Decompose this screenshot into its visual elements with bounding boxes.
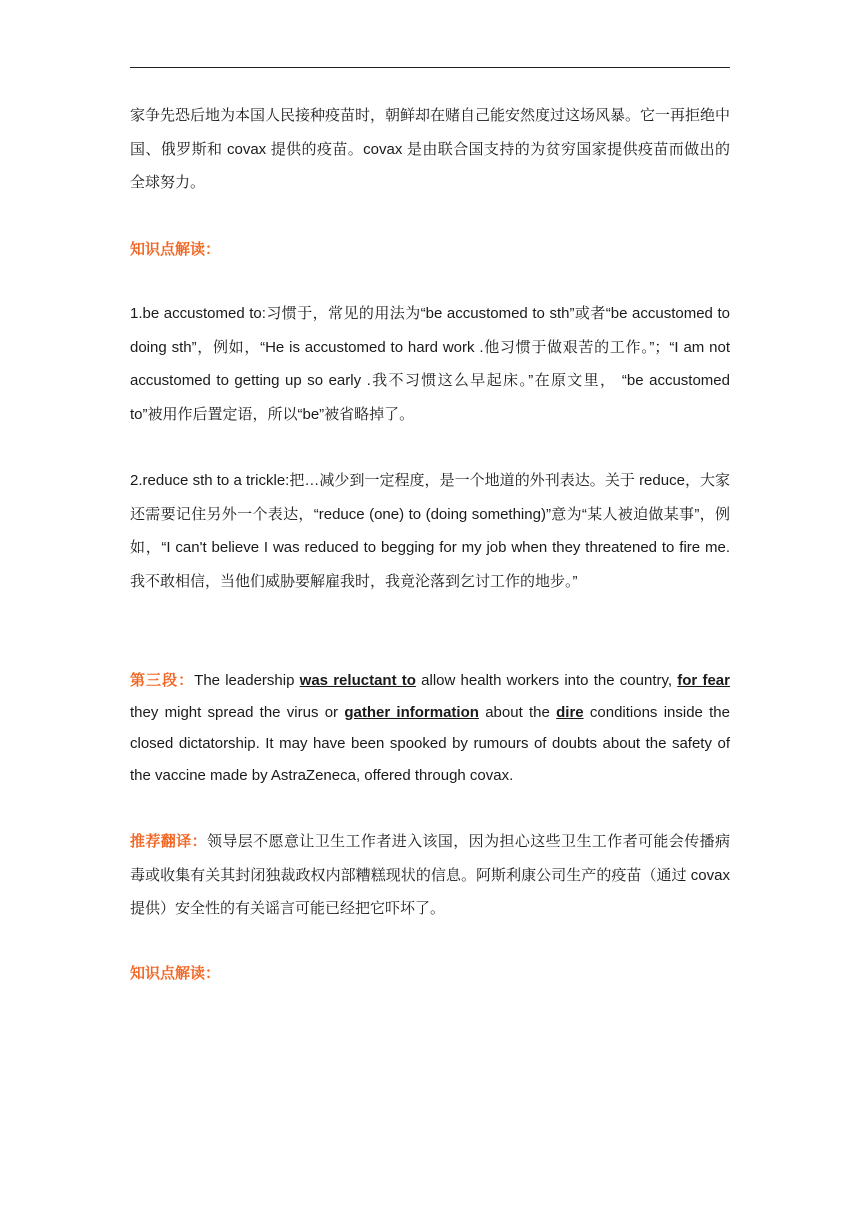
paragraph-3-text: about the [478,703,557,721]
paragraph-3-text: allow health workers into the country, [415,672,678,689]
translation-continued-paragraph: 家争先恐后地为本国人民接种疫苗时，朝鲜却在赌自己能安然度过这场风暴。它一再拒绝中国、俄罗斯和 covax 提供的疫苗。covax 是由联合国支持的为贫穷国家提供疫苗而做出的全球努力。 [130,107,731,191]
knowledge-heading-2: 知识点解读： [130,965,221,982]
paragraph-3-label: 第三段： [130,672,195,689]
recommended-translation [130,825,730,926]
paragraph-3 [130,665,730,792]
keyword-for-fear: for fear [677,672,730,689]
keyword-was-reluctant-to: was reluctant to [299,672,416,689]
paragraph-3-text: conditions inside the closed dictatorship. It may have been spooked by rumours of doubts about the safety of the vaccine made by AstraZeneca, offered through covax. [130,703,730,785]
translation-text: 领导层不愿意让卫生工作者进入该国，因为担心这些卫生工作者可能会传播病毒或收集有关其封闭独裁政权内部糟糕现状的信息。阿斯利康公司生产的疫苗（通过 covax 提供）安全性的有关谣言可能已经把它吓坏了。 [130,833,730,917]
translation-label: 推荐翻译： [130,833,207,850]
knowledge-point-1: 1.be accustomed to:习惯于，常见的用法为“be accustomed to sth”或者“be accustomed to doing sth”，例如，“He is accustomed to hard work .他习惯于做艰苦的工作。”；“I am not accustomed to getting up so early .我不习惯这么早起床。”在原文里， “be accustomed to”被用作后置定语，所以“be”被省略掉了。 [130,305,730,423]
header-rule [130,67,730,68]
paragraph-3-text: The leadership [194,672,300,689]
knowledge-heading-1: 知识点解读： [130,241,221,258]
paragraph-3-text: they might spread the virus or [130,703,345,721]
keyword-dire: dire [556,703,584,721]
knowledge-point-2: 2.reduce sth to a trickle:把…减少到一定程度，是一个地道的外刊表达。关于 reduce，大家还需要记住另外一个表达，“reduce (one) to (doing something)”意为“某人被迫做某事”，例如，“I can't believe I was reduced to begging for my job when they threatened to fire me. 我不敢相信，当他们威胁要解雇我时，我竟沦落到乞讨工作的地步。” [130,472,730,590]
keyword-gather-information: gather information [344,703,479,721]
